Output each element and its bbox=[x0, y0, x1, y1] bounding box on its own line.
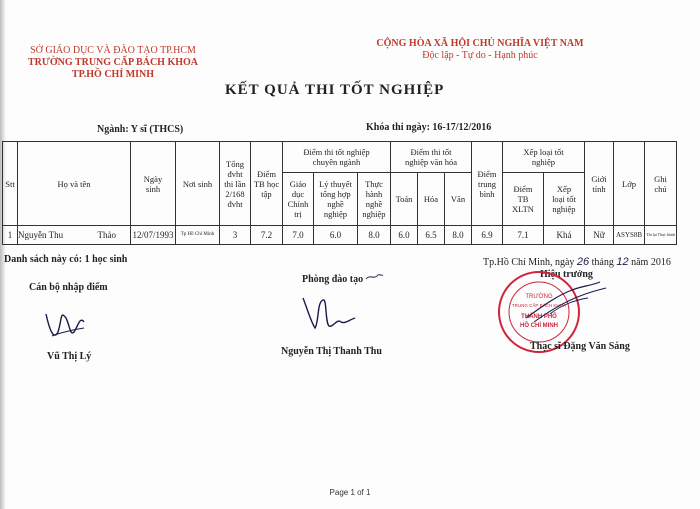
header-dob: Ngày sinh bbox=[131, 142, 176, 226]
cell-theory: 6.0 bbox=[314, 226, 358, 245]
seal-line-1: TRƯỜNG bbox=[525, 294, 553, 300]
org-line-2: TRƯỜNG TRUNG CẤP BÁCH KHOA bbox=[27, 57, 198, 68]
cell-first-name: Thảo bbox=[97, 230, 116, 240]
page-footer: Page 1 of 1 bbox=[329, 488, 371, 497]
nation-header bbox=[360, 38, 600, 62]
training-dept-name: Nguyễn Thị Thanh Thu bbox=[281, 346, 382, 357]
sign-date bbox=[483, 256, 671, 268]
date-day: 26 bbox=[576, 256, 590, 268]
principal-signature bbox=[520, 278, 610, 328]
entry-officer-signature bbox=[40, 302, 90, 347]
org-line-1: SỞ GIÁO DỤC VÀ ĐÀO TẠO TP.HCM bbox=[30, 45, 196, 56]
org-header bbox=[18, 45, 208, 81]
header-tb: Điểm TB học tập bbox=[251, 142, 283, 226]
date-prefix: Tp.Hồ Chí Minh, ngày bbox=[483, 257, 575, 268]
header-note: Ghi chú bbox=[645, 142, 677, 226]
seal-line-2: TRUNG CẤP BÁCH KHOA bbox=[511, 303, 567, 308]
date-year: năm 2016 bbox=[631, 257, 671, 268]
cell-dob: 12/07/1993 bbox=[131, 226, 176, 245]
header-avg: Điểm trung bình bbox=[472, 142, 503, 226]
entry-officer-title: Cán bộ nhập điểm bbox=[29, 282, 108, 293]
cell-name bbox=[18, 226, 131, 245]
header-practice: Thực hành nghề nghiệp bbox=[358, 173, 391, 226]
date-month: 12 bbox=[616, 256, 629, 268]
header-rank: Xếp loại tốt nghiệp bbox=[544, 173, 585, 226]
header-lit: Văn bbox=[445, 173, 472, 226]
cell-politics: 7.0 bbox=[283, 226, 314, 245]
exam-period: Khóa thi ngày: 16-17/12/2016 bbox=[366, 122, 492, 133]
cell-math: 6.0 bbox=[391, 226, 418, 245]
header-major-group: Điểm thi tốt nghiệp chuyên ngành bbox=[283, 142, 391, 173]
list-count: Danh sách này có: 1 học sinh bbox=[4, 254, 128, 265]
program-label: Ngành: Y sĩ (THCS) bbox=[97, 124, 184, 135]
principal-title: Hiệu trưởng bbox=[540, 269, 593, 280]
header-theory: Lý thuyết tổng hợp nghề nghiệp bbox=[314, 173, 358, 226]
header-total: Tổng đvht thi lần 2/168 đvht bbox=[220, 142, 251, 226]
header-stt: Stt bbox=[3, 142, 18, 226]
cell-tb: 7.2 bbox=[251, 226, 283, 245]
header-culture-group: Điểm thi tốt nghiệp văn hóa bbox=[391, 142, 472, 173]
header-pob: Nơi sinh bbox=[176, 142, 220, 226]
org-line-3: TP.HỒ CHÍ MINH bbox=[71, 69, 155, 80]
header-xltn: Điểm TB XLTN bbox=[503, 173, 544, 226]
cell-note: Thi lại Thực hành bbox=[645, 226, 677, 245]
training-dept-title: Phòng đào tạo bbox=[302, 274, 364, 285]
cell-pob: Tp Hồ Chí Minh bbox=[176, 226, 220, 245]
principal-name: Thạc sĩ Đặng Văn Sáng bbox=[530, 341, 630, 352]
header-math: Toán bbox=[391, 173, 418, 226]
cell-last-name: Nguyễn Thu bbox=[18, 230, 64, 240]
document-title: KẾT QUẢ THI TỐT NGHIỆP bbox=[225, 82, 445, 98]
header-politics: Giáo dục Chính trị bbox=[283, 173, 314, 226]
cell-xltn: 7.1 bbox=[503, 226, 544, 245]
seal-line-3: THÀNH PHỐ bbox=[521, 314, 557, 320]
nation-line-2: Độc lập - Tự do - Hạnh phúc bbox=[422, 50, 538, 61]
cell-chem: 6.5 bbox=[418, 226, 445, 245]
header-chem: Hóa bbox=[418, 173, 445, 226]
header-name: Họ và tên bbox=[18, 142, 131, 226]
cell-rank: Khá bbox=[544, 226, 585, 245]
entry-officer-name: Vũ Thị Lý bbox=[47, 351, 92, 362]
date-month-word: tháng bbox=[591, 257, 614, 268]
cell-class: ASYS8B bbox=[614, 226, 645, 245]
header-class: Lớp bbox=[614, 142, 645, 226]
results-table bbox=[2, 141, 677, 245]
nation-line-1: CỘNG HÒA XÃ HỘI CHỦ NGHĨA VIỆT NAM bbox=[376, 38, 584, 49]
cell-gender: Nữ bbox=[585, 226, 614, 245]
seal-line-4: HỒ CHÍ MINH bbox=[520, 323, 558, 329]
table-row bbox=[3, 226, 677, 245]
cell-avg: 6.9 bbox=[472, 226, 503, 245]
cell-lit: 8.0 bbox=[445, 226, 472, 245]
training-dept-signature bbox=[293, 292, 363, 342]
header-gender: Giới tính bbox=[585, 142, 614, 226]
cell-total: 3 bbox=[220, 226, 251, 245]
cell-practice: 8.0 bbox=[358, 226, 391, 245]
cell-stt: 1 bbox=[3, 226, 18, 245]
training-dept-initial bbox=[364, 272, 384, 282]
header-rank-group: Xếp loại tốt nghiệp bbox=[503, 142, 585, 173]
